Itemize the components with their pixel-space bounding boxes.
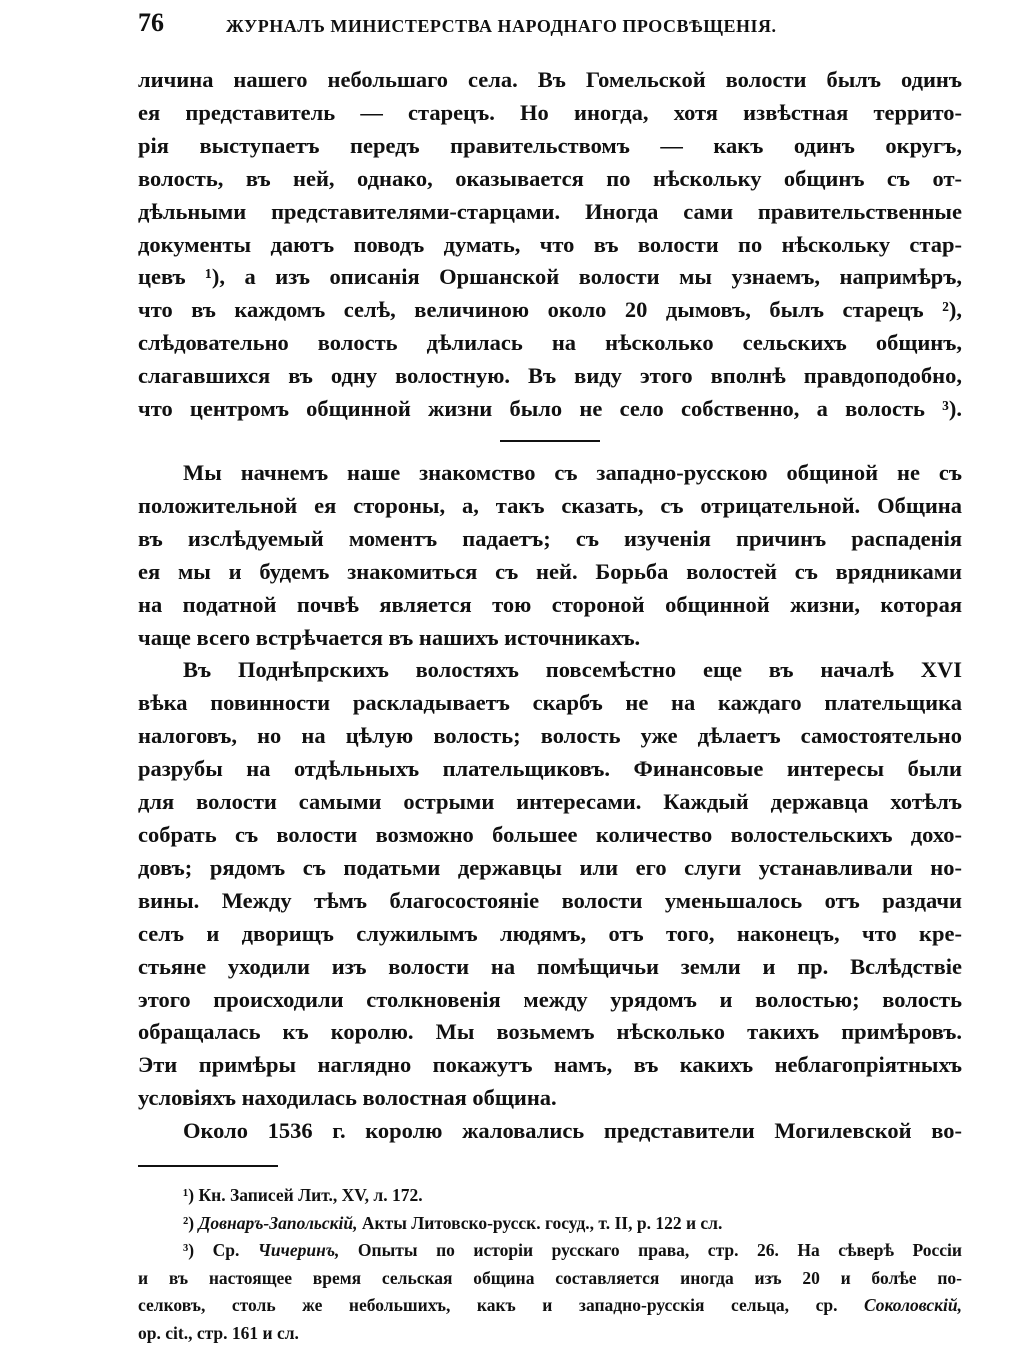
paragraph-3 (138, 1115, 962, 1148)
footnote-3-mark: ³) Ср. (183, 1240, 258, 1260)
footnote-2-author: Довнаръ-Запольскій, (198, 1212, 358, 1233)
text-line: вины. Между тѣмъ благосостояніе волости уменьшалось отъ раздачи (138, 887, 962, 913)
footnote-3-line3-author: Соколовскій, (864, 1295, 962, 1315)
text-line: на податной почвѣ является тою стороной общинной жизни, которая (138, 591, 962, 617)
footnote-1-text: ¹) Кн. Записей Лит., XV, л. 172. (183, 1185, 423, 1205)
footnotes (138, 1182, 962, 1347)
text-line: ея представитель — старецъ. Но иногда, хотя извѣстная террито- (138, 99, 962, 125)
footnote-2-rest: Акты Литовско-русск. госуд., т. II, р. 122 и сл. (357, 1212, 723, 1233)
text-line: Около 1536 г. королю жаловались представители Могилевской во- (183, 1118, 962, 1144)
text-line: селъ и дворищъ служилымъ людямъ, отъ того, наконецъ, что кре- (138, 920, 962, 946)
text-line: документы даютъ поводъ думать, что въ волости по нѣскольку стар- (138, 231, 962, 257)
footnote-divider (138, 1165, 278, 1167)
footnote-3-line1-rest: Опыты по исторіи русскаго права, стр. 26. На сѣверѣ Россіи (339, 1240, 962, 1260)
page-header (138, 8, 968, 48)
text-line: чаще всего встрѣчается въ нашихъ источникахъ. (138, 624, 641, 650)
text-line: налоговъ, но на цѣлую волость; волость уже дѣлаетъ самостоятельно (138, 723, 962, 749)
text-line: слагавшихся въ одну волостную. Въ виду этого вполнѣ правдоподобно, (138, 363, 962, 389)
text-line: для волости самыми острыми интересами. Каждый державца хотѣлъ (138, 789, 962, 815)
text-line: Мы начнемъ наше знакомство съ западно-русскою общиной не съ (183, 460, 962, 485)
text-line: довъ; рядомъ съ податьми державцы или его слуги устанавливали но- (138, 854, 962, 880)
text-line: рія выступаетъ передъ правительствомъ — какъ одинъ округъ, (138, 132, 962, 158)
text-line: что въ каждомъ селѣ, величиною около 20 дымовъ, былъ старецъ ²), (138, 297, 962, 323)
footnote-3-line-2: и въ настоящее время сельская община составляется иногда изъ 20 и болѣе по- (138, 1267, 962, 1288)
text-line: этого происходили столкновенія между урядомъ и волостью; волость (138, 986, 962, 1012)
text-line: что центромъ общинной жизни было не село собственно, а волость ³). (138, 396, 962, 422)
text-line: цевъ ¹), а изъ описанія Оршанской волости мы узнаемъ, напримѣръ, (138, 264, 962, 290)
footnote-3-line3-pre: селковъ, столь же небольшихъ, какъ и западно-русскія сельца, ср. (138, 1295, 864, 1315)
text-block-continuation (138, 64, 962, 426)
text-line: вѣка повинности раскладываетъ скарбъ не на каждаго плательщика (138, 690, 962, 716)
footnote-3-line-4: op. cit., стр. 161 и сл. (138, 1322, 299, 1343)
page-number: 76 (138, 8, 164, 37)
text-line: дѣльными представителями-старцами. Иногда сами правительственные (138, 198, 962, 224)
text-line: разрубы на отдѣльныхъ плательщиковъ. Финансовые интересы были (138, 756, 962, 782)
text-line: ея мы и будемъ знакомиться съ ней. Борьба волостей съ врядниками (138, 558, 962, 584)
text-line: стьяне уходили изъ волости на помѣщичьи земли и пр. Вслѣдствіе (138, 953, 962, 979)
text-line: собрать съ волости возможно большее количество волостельскихъ дохо- (138, 821, 962, 847)
paragraph-1 (138, 457, 962, 654)
text-line: положительной ея стороны, а, такъ сказать, съ отрицательной. Община (138, 492, 962, 518)
paragraph-continuation (138, 64, 962, 426)
text-line: въ изслѣдуемый моментъ падаетъ; съ изученія причинъ распаденія (138, 525, 962, 551)
text-line: Эти примѣры наглядно покажутъ намъ, въ какихъ неблагопріятныхъ (138, 1052, 962, 1078)
text-line: личина нашего небольшаго села. Въ Гомельской волости былъ одинъ (138, 67, 962, 92)
footnote-3 (138, 1237, 962, 1347)
text-line: Въ Поднѣпрскихъ волостяхъ повсемѣстно еще въ началѣ XVI (183, 657, 962, 683)
footnote-1 (138, 1182, 962, 1210)
text-line: волость, въ ней, однако, оказывается по нѣскольку общинъ съ от- (138, 165, 962, 191)
footnote-2 (138, 1210, 962, 1238)
section-divider (500, 440, 600, 442)
footnote-3-line-3 (138, 1292, 962, 1320)
footnote-3-line-1 (138, 1237, 962, 1265)
text-line: условіяхъ находилась волостная община. (138, 1085, 557, 1111)
paragraph-2 (138, 654, 962, 1115)
text-line: слѣдовательно волость дѣлилась на нѣсколько сельскихъ общинъ, (138, 330, 962, 356)
running-title: ЖУРНАЛЪ МИНИСТЕРСТВА НАРОДНАГО ПРОСВѢЩЕНІЯ. (226, 16, 777, 36)
text-block-main (138, 457, 962, 1148)
text-line: обращалась къ королю. Мы возьмемъ нѣсколько такихъ примѣровъ. (138, 1019, 962, 1045)
footnote-3-author: Чичеринъ, (257, 1240, 340, 1260)
footnote-2-mark: ²) (183, 1212, 199, 1233)
